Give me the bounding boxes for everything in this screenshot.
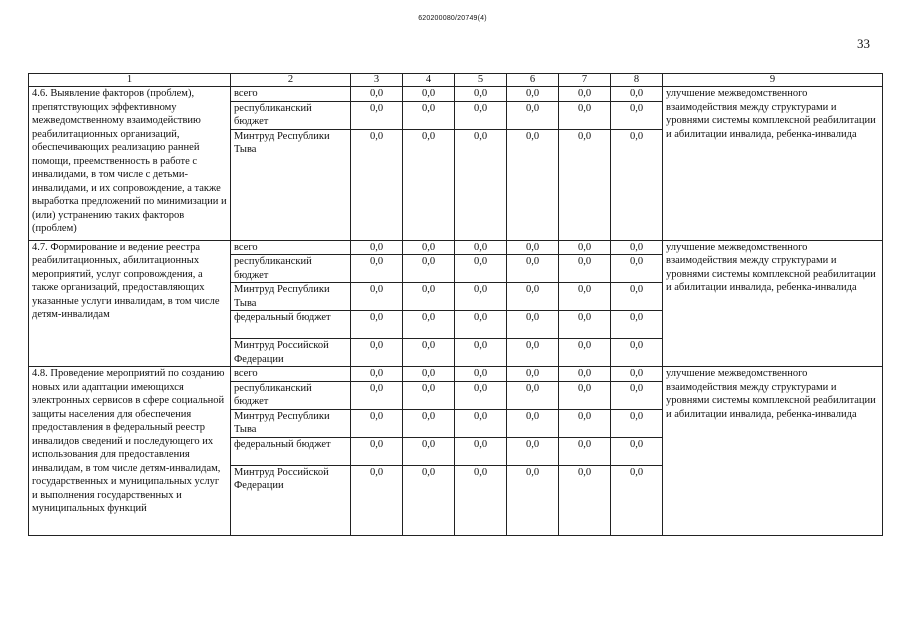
table-row bbox=[29, 240, 883, 255]
amount-cell: 0,0 bbox=[351, 381, 403, 409]
amount-cell: 0,0 bbox=[507, 367, 559, 382]
amount-cell: 0,0 bbox=[351, 129, 403, 240]
funding-source: Минтруд Республики Тыва bbox=[231, 283, 351, 311]
amount-cell: 0,0 bbox=[403, 240, 455, 255]
amount-cell: 0,0 bbox=[455, 465, 507, 535]
amount-cell: 0,0 bbox=[611, 339, 663, 367]
amount-cell: 0,0 bbox=[559, 381, 611, 409]
amount-cell: 0,0 bbox=[351, 283, 403, 311]
amount-cell: 0,0 bbox=[559, 240, 611, 255]
amount-cell: 0,0 bbox=[403, 409, 455, 437]
funding-source: всего bbox=[231, 87, 351, 102]
amount-cell: 0,0 bbox=[507, 255, 559, 283]
amount-cell: 0,0 bbox=[559, 129, 611, 240]
column-header: 2 bbox=[231, 74, 351, 87]
page-number: 33 bbox=[857, 36, 870, 51]
amount-cell: 0,0 bbox=[507, 339, 559, 367]
measure-description: 4.6. Выявление факторов (проблем), препятствующих эффективному межведомственному взаимодействию реабилитационных организаций, обеспечивающих реализацию ранней помощи, преемственность в работе с инвалидами, в том числе с детьми-инвалидами, и их сопровождение, а также выработка предложений по минимизации и (или) устранению таких факторов (проблем) bbox=[29, 87, 231, 241]
amount-cell: 0,0 bbox=[351, 437, 403, 465]
amount-cell: 0,0 bbox=[507, 437, 559, 465]
funding-source: Минтруд Республики Тыва bbox=[231, 409, 351, 437]
amount-cell: 0,0 bbox=[403, 283, 455, 311]
amount-cell: 0,0 bbox=[611, 283, 663, 311]
amount-cell: 0,0 bbox=[611, 129, 663, 240]
amount-cell: 0,0 bbox=[455, 283, 507, 311]
funding-source: республиканский бюджет bbox=[231, 255, 351, 283]
amount-cell: 0,0 bbox=[507, 381, 559, 409]
amount-cell: 0,0 bbox=[611, 437, 663, 465]
amount-cell: 0,0 bbox=[403, 311, 455, 339]
measure-description: 4.7. Формирование и ведение реестра реабилитационных, абилитационных мероприятий, услуг сопровождения, а также организаций, предоставляющих указанные услуги инвалидам, в том числе детям-инвалидам bbox=[29, 240, 231, 367]
amount-cell: 0,0 bbox=[559, 465, 611, 535]
amount-cell: 0,0 bbox=[611, 87, 663, 102]
column-header: 6 bbox=[507, 74, 559, 87]
amount-cell: 0,0 bbox=[351, 87, 403, 102]
funding-source: Минтруд Российской Федерации bbox=[231, 339, 351, 367]
amount-cell: 0,0 bbox=[403, 101, 455, 129]
amount-cell: 0,0 bbox=[455, 409, 507, 437]
amount-cell: 0,0 bbox=[455, 339, 507, 367]
amount-cell: 0,0 bbox=[507, 129, 559, 240]
amount-cell: 0,0 bbox=[559, 87, 611, 102]
column-header: 1 bbox=[29, 74, 231, 87]
column-header: 8 bbox=[611, 74, 663, 87]
amount-cell: 0,0 bbox=[559, 409, 611, 437]
amount-cell: 0,0 bbox=[403, 465, 455, 535]
amount-cell: 0,0 bbox=[507, 409, 559, 437]
expected-result: улучшение межведомственного взаимодействия между структурами и уровнями системы комплексной реабилитации и абилитации инвалида, ребенка-инвалида bbox=[663, 240, 883, 367]
column-header: 4 bbox=[403, 74, 455, 87]
amount-cell: 0,0 bbox=[611, 367, 663, 382]
amount-cell: 0,0 bbox=[455, 311, 507, 339]
amount-cell: 0,0 bbox=[351, 101, 403, 129]
amount-cell: 0,0 bbox=[507, 465, 559, 535]
amount-cell: 0,0 bbox=[455, 87, 507, 102]
column-header: 9 bbox=[663, 74, 883, 87]
funding-source: федеральный бюджет bbox=[231, 437, 351, 465]
amount-cell: 0,0 bbox=[351, 339, 403, 367]
funding-source: федеральный бюджет bbox=[231, 311, 351, 339]
amount-cell: 0,0 bbox=[403, 437, 455, 465]
amount-cell: 0,0 bbox=[559, 255, 611, 283]
amount-cell: 0,0 bbox=[351, 240, 403, 255]
amount-cell: 0,0 bbox=[403, 381, 455, 409]
amount-cell: 0,0 bbox=[559, 367, 611, 382]
table-row bbox=[29, 367, 883, 382]
amount-cell: 0,0 bbox=[351, 409, 403, 437]
amount-cell: 0,0 bbox=[559, 437, 611, 465]
funding-source: Минтруд Российской Федерации bbox=[231, 465, 351, 535]
amount-cell: 0,0 bbox=[611, 409, 663, 437]
table-body bbox=[29, 87, 883, 536]
amount-cell: 0,0 bbox=[611, 240, 663, 255]
column-header: 7 bbox=[559, 74, 611, 87]
amount-cell: 0,0 bbox=[507, 283, 559, 311]
amount-cell: 0,0 bbox=[351, 255, 403, 283]
amount-cell: 0,0 bbox=[559, 283, 611, 311]
amount-cell: 0,0 bbox=[455, 437, 507, 465]
amount-cell: 0,0 bbox=[507, 101, 559, 129]
amount-cell: 0,0 bbox=[455, 255, 507, 283]
amount-cell: 0,0 bbox=[455, 381, 507, 409]
amount-cell: 0,0 bbox=[611, 101, 663, 129]
amount-cell: 0,0 bbox=[351, 311, 403, 339]
amount-cell: 0,0 bbox=[611, 311, 663, 339]
funding-source: республиканский бюджет bbox=[231, 101, 351, 129]
column-header: 3 bbox=[351, 74, 403, 87]
amount-cell: 0,0 bbox=[455, 240, 507, 255]
amount-cell: 0,0 bbox=[611, 255, 663, 283]
amount-cell: 0,0 bbox=[611, 465, 663, 535]
measure-description: 4.8. Проведение мероприятий по созданию новых или адаптации имеющихся электронных сервисов в сфере социальной защиты населения для обеспечения предоставления в федеральный реестр инвалидов сведений и последующего их использования для предоставления инвалидам, в том числе детям-инвалидам, государственных и муниципальных услуг и выполнения государственных и муниципальных функций bbox=[29, 367, 231, 536]
expected-result: улучшение межведомственного взаимодействия между структурами и уровнями системы комплексной реабилитации и абилитации инвалида, ребенка-инвалида bbox=[663, 87, 883, 241]
amount-cell: 0,0 bbox=[455, 101, 507, 129]
funding-source: республиканский бюджет bbox=[231, 381, 351, 409]
amount-cell: 0,0 bbox=[351, 465, 403, 535]
amount-cell: 0,0 bbox=[403, 255, 455, 283]
amount-cell: 0,0 bbox=[507, 87, 559, 102]
amount-cell: 0,0 bbox=[455, 129, 507, 240]
amount-cell: 0,0 bbox=[559, 339, 611, 367]
amount-cell: 0,0 bbox=[403, 129, 455, 240]
expected-result: улучшение межведомственного взаимодействия между структурами и уровнями системы комплексной реабилитации и абилитации инвалида, ребенка-инвалида bbox=[663, 367, 883, 536]
column-header: 5 bbox=[455, 74, 507, 87]
column-number-row bbox=[29, 74, 883, 87]
amount-cell: 0,0 bbox=[403, 367, 455, 382]
table-row bbox=[29, 87, 883, 102]
amount-cell: 0,0 bbox=[507, 311, 559, 339]
amount-cell: 0,0 bbox=[351, 367, 403, 382]
document-id: 620200080/20749(4) bbox=[418, 15, 487, 22]
amount-cell: 0,0 bbox=[611, 381, 663, 409]
amount-cell: 0,0 bbox=[559, 101, 611, 129]
amount-cell: 0,0 bbox=[559, 311, 611, 339]
funding-source: всего bbox=[231, 367, 351, 382]
funding-source: всего bbox=[231, 240, 351, 255]
amount-cell: 0,0 bbox=[507, 240, 559, 255]
funding-source: Минтруд Республики Тыва bbox=[231, 129, 351, 240]
amount-cell: 0,0 bbox=[403, 87, 455, 102]
amount-cell: 0,0 bbox=[403, 339, 455, 367]
funding-table bbox=[28, 73, 883, 536]
amount-cell: 0,0 bbox=[455, 367, 507, 382]
